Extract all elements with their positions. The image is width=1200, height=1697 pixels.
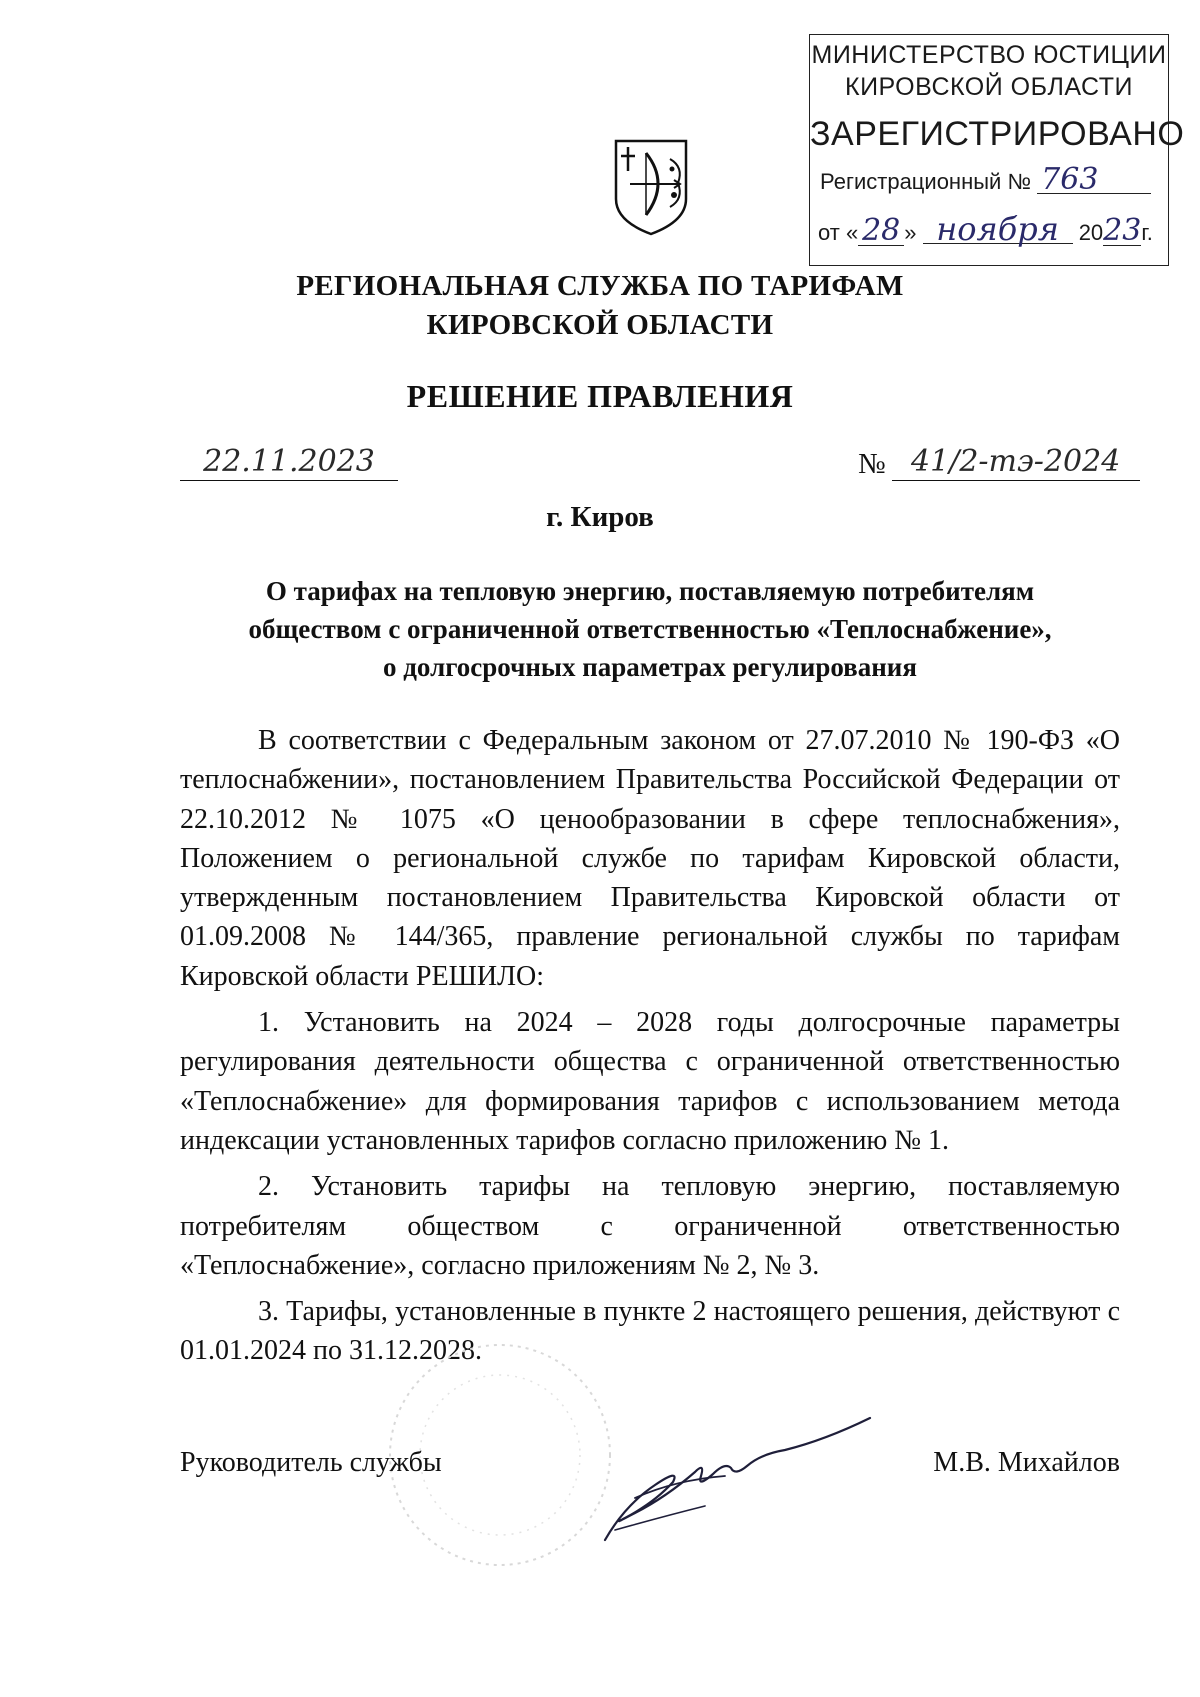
stamp-date-prefix: от « bbox=[818, 220, 859, 245]
stamp-reg-label: Регистрационный № bbox=[820, 169, 1032, 194]
signatory-role: Руководитель службы bbox=[180, 1447, 442, 1478]
preamble-paragraph: В соответствии с Федеральным законом от 27.07.2010 № 190-ФЗ «О теплоснабжении», постановлением Правительства Российской Федерации от 22.10.2012 № 1075 «О ценообразовании в сфере теплоснабжения», Положением о региональной службе по тарифам Кировской области, утвержденным постановлением Правительства Кировской области от 01.09.2008 № 144/365, правление региональной службы по тарифам Кировской области РЕШИЛО: bbox=[180, 725, 1120, 992]
stamp-registered: ЗАРЕГИСТРИРОВАНО bbox=[810, 115, 1185, 153]
document-body bbox=[180, 721, 1120, 1371]
document-number bbox=[858, 444, 1140, 481]
number-sign: № bbox=[858, 448, 886, 480]
stamp-region: КИРОВСКОЙ ОБЛАСТИ bbox=[845, 73, 1133, 101]
stamp-date-month: ноября bbox=[923, 215, 1073, 244]
signatory-name: М.В. Михайлов bbox=[933, 1447, 1120, 1478]
document-subject bbox=[180, 572, 1120, 686]
handwritten-signature-icon bbox=[585, 1410, 885, 1560]
coat-of-arms-icon bbox=[612, 137, 690, 237]
document-title: РЕШЕНИЕ ПРАВЛЕНИЯ bbox=[406, 378, 794, 414]
decision-item-3: 3. Тарифы, установленные в пункте 2 настоящего решения, действуют с 01.01.2024 по 31.12.2028. bbox=[180, 1296, 1120, 1367]
document-number-value: 41/2-тэ-2024 bbox=[892, 444, 1140, 481]
organization-name-line1: РЕГИОНАЛЬНАЯ СЛУЖБА ПО ТАРИФАМ bbox=[296, 270, 904, 302]
subject-line3: о долгосрочных параметрах регулирования bbox=[383, 652, 917, 682]
stamp-ministry: МИНИСТЕРСТВО ЮСТИЦИИ bbox=[811, 41, 1167, 69]
stamp-registration-number bbox=[820, 162, 1151, 197]
stamp-date bbox=[818, 210, 1153, 248]
registration-stamp bbox=[809, 34, 1185, 266]
subject-line1: О тарифах на тепловую энергию, поставляемую потребителям bbox=[265, 576, 1035, 606]
decision-item-2: 2. Установить тарифы на тепловую энергию, поставляемую потребителям обществом с ограниченной ответственностью «Теплоснабжение», согласно приложениям № 2, № 3. bbox=[180, 1171, 1120, 1281]
document-city: г. Киров bbox=[546, 501, 654, 533]
stamp-date-year: 23 bbox=[1103, 213, 1142, 248]
decision-item-1: 1. Установить на 2024 – 2028 годы долгосрочные параметры регулирования деятельности общества с ограниченной ответственностью «Теплоснабжение» для формирования тарифов с использованием метода индексации установленных тарифов согласно приложению № 1. bbox=[180, 1007, 1120, 1156]
stamp-reg-value: 763 bbox=[1037, 167, 1151, 194]
stamp-date-day: 28 bbox=[858, 217, 904, 246]
stamp-date-year-prefix: 20 bbox=[1078, 220, 1104, 245]
organization-name-line2: КИРОВСКОЙ ОБЛАСТИ bbox=[426, 309, 774, 341]
subject-line2: обществом с ограниченной ответственностью «Теплоснабжение», bbox=[248, 614, 1052, 644]
document-date: 22.11.2023 bbox=[180, 444, 398, 481]
stamp-date-mid: » bbox=[904, 220, 917, 245]
stamp-date-suffix: г. bbox=[1141, 220, 1153, 245]
